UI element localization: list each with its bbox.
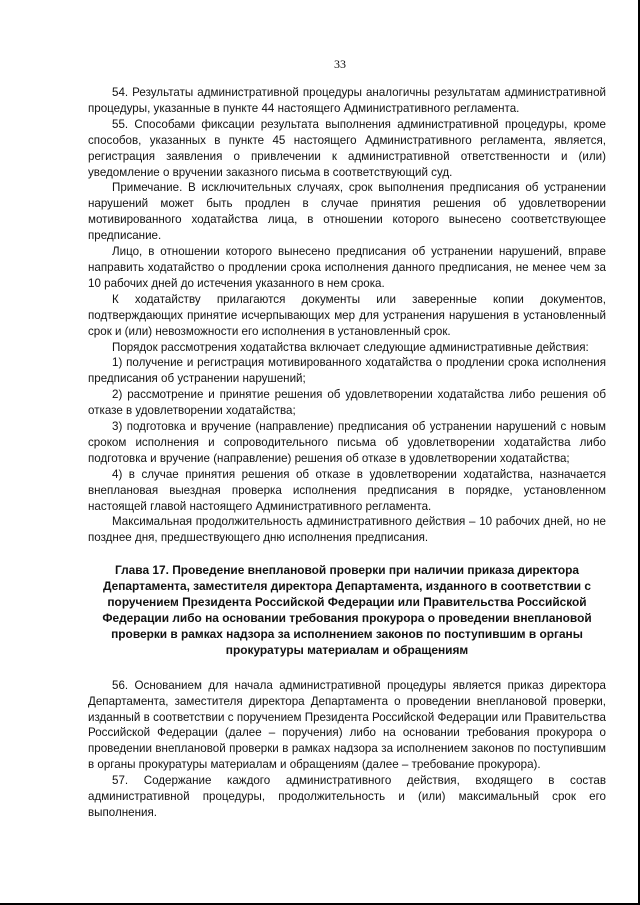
- paragraph-note: Примечание. В исключительных случаях, срок выполнения предписания об устранении нарушений может быть продлен в случае принятия решения об удовлетворении мотивированного ходатайства лица, в отношении которого вынесено соответствующее предписание.: [88, 181, 606, 243]
- paragraph-55: 55. Способами фиксации результата выполнения административной процедуры, кроме способов, указанных в пункте 45 настоящего Административного регламента, является, регистрация заявления о привлечении к административной ответственности и (или) уведомление о вручении заказного письма в соответствующий суд.: [88, 117, 606, 179]
- list-item-1: 1) получение и регистрация мотивированного ходатайства о продлении срока исполнения предписания об устранении нарушений;: [88, 356, 606, 386]
- list-item-4: 4) в случае принятия решения об отказе в удовлетворении ходатайства, назначается внеплановая выездная проверка исполнения предписания в порядке, установленном настоящей главой настоящего Административного регламента.: [88, 467, 606, 513]
- paragraph-54: 54. Результаты административной процедуры аналогичны результатам административной процедуры, указанные в пункте 44 настоящего Административного регламента.: [88, 86, 606, 115]
- chapter-17-heading: Глава 17. Проведение внеплановой проверки при наличии приказа директора Департамента, заместителя директора Департамента, изданного в соответствии с поручением Президента Российской Федерации или Правительства Российской Федерации либо на основании требования прокурора о проведении внеплановой проверки в рамках надзора за исполнением законов по поступившим в органы прокуратуры материалам и обращениям: [102, 563, 592, 657]
- page-content: [88, 85, 606, 821]
- paragraph-attachments: К ходатайству прилагаются документы или заверенные копии документов, подтверждающих принятие исчерпывающих мер для устранения нарушения в установленный срок и (или) невозможности его исполнения в установленный срок.: [88, 292, 606, 338]
- paragraph-max-duration: Максимальная продолжительность административного действия – 10 рабочих дней, но не позднее дня, предшествующего дню исполнения предписания.: [88, 515, 606, 545]
- page-number: 33: [334, 57, 346, 71]
- list-item-3: 3) подготовка и вручение (направление) предписания об устранении нарушений с новым сроком исполнения и сопроводительного письма об удовлетворении ходатайства либо подготовка и вручение (направление) решения об отказе в удовлетворении ходатайства;: [88, 420, 606, 465]
- paragraph-right-to-petition: Лицо, в отношении которого вынесено предписания об устранении нарушений, вправе направить ходатайство о продлении срока исполнения данного предписания, не менее чем за 10 рабочих дней до истечения указанного в нем срока.: [88, 245, 606, 290]
- paragraph-57: 57. Содержание каждого административного действия, входящего в состав административной процедуры, продолжительность и (или) максимальный срок его выполнения.: [88, 774, 606, 819]
- list-item-2: 2) рассмотрение и принятие решения об удовлетворении ходатайства либо решения об отказе в удовлетворении ходатайства;: [88, 388, 606, 418]
- paragraph-56: 56. Основанием для начала административной процедуры является приказ директора Департамента, заместителя директора Департамента о проведении внеплановой проверки, изданный в соответствии с поручением Президента Российской Федерации или Правительства Российской Федерации (далее – поручения) либо на основании требования прокурора о проведении внеплановой проверки в рамках надзора за исполнением законов по поступившим в органы прокуратуры материалам и обращениям (далее – требование прокурора).: [88, 678, 606, 772]
- paragraph-procedure-intro: Порядок рассмотрения ходатайства включает следующие административные действия:: [112, 340, 589, 354]
